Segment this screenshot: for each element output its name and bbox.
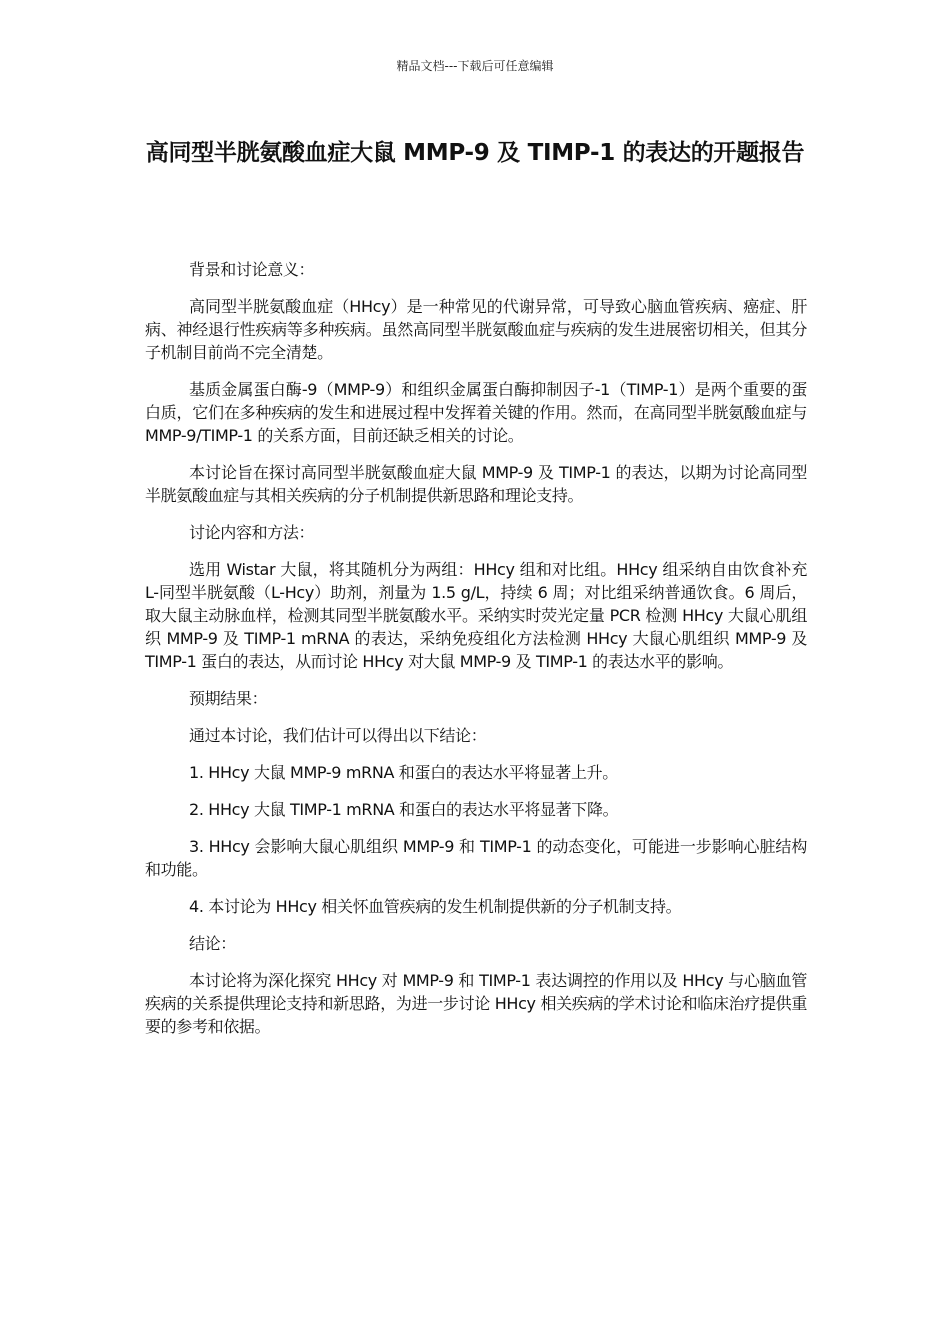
document-body <box>145 258 807 1052</box>
list-item-result-2: 2. HHcy 大鼠 TIMP-1 mRNA 和蛋白的表达水平将显著下降。 <box>189 800 619 819</box>
paragraph-hhcy-intro: 高同型半胱氨酸血症（HHcy）是一种常见的代谢异常，可导致心脑血管疾病、癌症、肝病、神经退行性疾病等多种疾病。虽然高同型半胱氨酸血症与疾病的发生进展密切相关，但其分子机制目前尚不完全清楚。 <box>145 297 807 362</box>
section-heading-conclusion: 结论： <box>189 934 236 953</box>
section-heading-expected-results: 预期结果： <box>189 689 268 708</box>
paragraph-results-intro: 通过本讨论，我们估计可以得出以下结论： <box>189 726 487 745</box>
paragraph-conclusion: 本讨论将为深化探究 HHcy 对 MMP-9 和 TIMP-1 表达调控的作用以及 HHcy 与心脑血管疾病的关系提供理论支持和新思路，为进一步讨论 HHcy 相关疾病的学术讨论和临床治疗提供重要的参考和依据。 <box>145 971 807 1036</box>
list-item-result-1: 1. HHcy 大鼠 MMP-9 mRNA 和蛋白的表达水平将显著上升。 <box>189 763 618 782</box>
document-title: 高同型半胱氨酸血症大鼠 MMP-9 及 TIMP-1 的表达的开题报告 <box>145 140 805 166</box>
list-item-result-4: 4. 本讨论为 HHcy 相关怀血管疾病的发生机制提供新的分子机制支持。 <box>189 897 682 916</box>
list-item-result-3: 3. HHcy 会影响大鼠心肌组织 MMP-9 和 TIMP-1 的动态变化，可能进一步影响心脏结构和功能。 <box>145 837 807 879</box>
section-heading-methods: 讨论内容和方法： <box>189 523 315 542</box>
section-heading-background: 背景和讨论意义： <box>189 260 315 279</box>
paragraph-aim: 本讨论旨在探讨高同型半胱氨酸血症大鼠 MMP-9 及 TIMP-1 的表达，以期为讨论高同型半胱氨酸血症与其相关疾病的分子机制提供新思路和理论支持。 <box>145 463 807 505</box>
paragraph-methods: 选用 Wistar 大鼠，将其随机分为两组：HHcy 组和对比组。HHcy 组采纳自由饮食补充 L-同型半胱氨酸（L-Hcy）助剂，剂量为 1.5 g/L，持续 6 周；对比组采纳普通饮食。6 周后，取大鼠主动脉血样，检测其同型半胱氨酸水平。采纳实时荧光定量 PCR 检测 HHcy 大鼠心肌组织 MMP-9 及 TIMP-1 mRNA 的表达，采纳免疫组化方法检测 HHcy 大鼠心肌组织 MMP-9 及 TIMP-1 蛋白的表达，从而讨论 HHcy 对大鼠 MMP-9 及 TIMP-1 的表达水平的影响。 <box>145 560 807 671</box>
paragraph-mmp9-timp1: 基质金属蛋白酶-9（MMP-9）和组织金属蛋白酶抑制因子-1（TIMP-1）是两个重要的蛋白质，它们在多种疾病的发生和进展过程中发挥着关键的作用。然而，在高同型半胱氨酸血症与 MMP-9/TIMP-1 的关系方面，目前还缺乏相关的讨论。 <box>145 380 807 445</box>
page-header: 精品文档---下载后可任意编辑 <box>396 59 554 73</box>
